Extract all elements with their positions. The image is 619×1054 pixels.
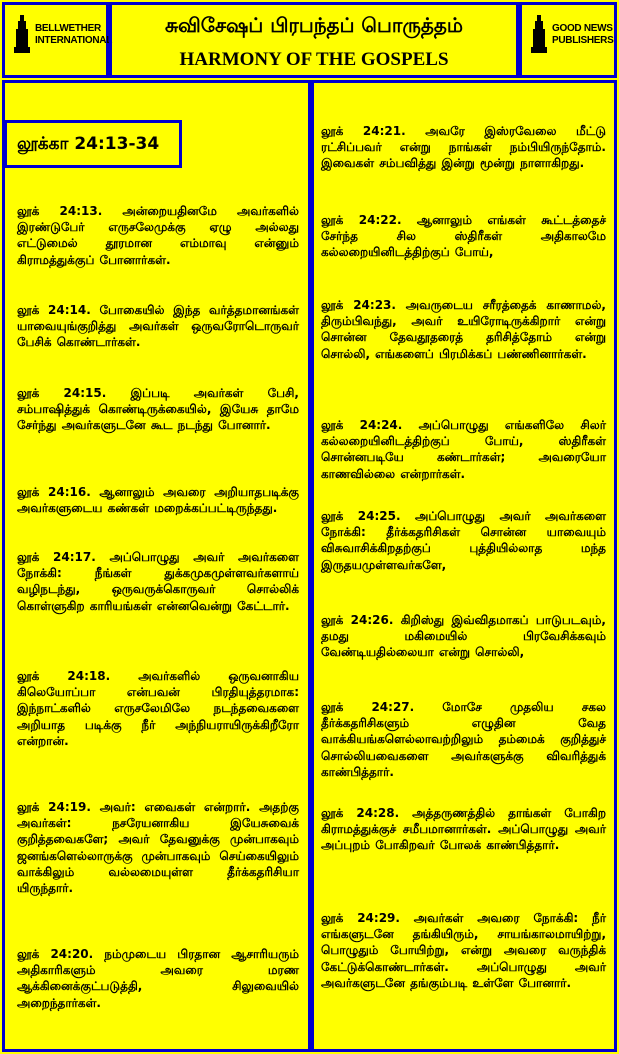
verse-24-27: லூக் 24:27. மோசே முதலிய சகல தீர்க்கதரிசிகளும் எழுதின வேத வாக்கியங்களெல்லாவற்றிலும் தம்மைக் குறித்துச் சொல்லியவைகளை அவர்களுக்கு விவரித்துக் காண்பித்தார். — [321, 700, 606, 779]
verse-24-22: லூக் 24:22. ஆனாலும் எங்கள் கூட்டத்தைச் சேர்ந்த சில ஸ்திரீகள் அதிகாலமே கல்லறையினிடத்திற்குப் போய், — [321, 213, 606, 260]
verse-24-17: லூக் 24:17. அப்பொழுது அவர் அவர்களை நோக்கி: நீங்கள் துக்கமுகமுள்ளவர்களாய் வழிநடந்து, ஒருவருக்கொருவர் சொல்லிக் கொள்ளுகிற காரியங்கள் என்னவென்று கேட்டார். — [17, 550, 299, 613]
verse-24-21: லூக் 24:21. அவரே இஸ்ரவேலை மீட்டு ரட்சிப்பவர் என்று நாங்கள் நம்பியிருந்தோம். இவைகள் சம்பவித்து இன்று மூன்று நாளாகிறது. — [321, 124, 606, 171]
verse-24-26: லூக் 24:26. கிறிஸ்து இவ்விதமாகப் பாடுபடவும், தமது மகிமையில் பிரவேசிக்கவும் வேண்டியதில்லையா என்று சொல்லி, — [321, 613, 606, 660]
scripture-reference: லூக்கா 24:13-34 — [4, 120, 182, 168]
header-right-logo-box — [519, 2, 617, 78]
verse-24-24: லூக் 24:24. அப்பொழுது எங்களிலே சிலர் கல்லறையினிடத்திற்குப் போய், ஸ்திரீகள் சொன்னபடியே கண்டார்கள்; அவரையோ காணவில்லை என்றார்கள். — [321, 418, 606, 481]
right-logo-text: GOOD NEWS PUBLISHERS — [552, 23, 614, 46]
tower-icon — [530, 15, 548, 55]
verse-24-19: லூக் 24:19. அவர்: எவைகள் என்றார். அதற்கு அவர்கள்: நசரேயனாகிய இயேசுவைக் குறித்தவைகளே; அவர் தேவனுக்கு முன்பாகவும் ஜனங்களெல்லாருக்கு முன்பாகவும் செய்கையிலும் வாக்கிலும் வல்லமையுள்ள தீர்க்கதரிசியா யிருந்தார். — [17, 800, 299, 896]
left-logo-text: BELLWETHER INTERNATIONAL — [35, 23, 113, 46]
verse-24-13: லூக் 24:13. அன்றையதினமே அவர்களில் இரண்டுபேர் எருசலேமுக்கு ஏழு அல்லது எட்டுமைல் தூரமான எம்மாவு என்னும் கிராமத்துக்குப் போனார்கள். — [17, 204, 299, 267]
header-title-box — [109, 2, 519, 78]
verse-24-20: லூக் 24:20. நம்முடைய பிரதான ஆசாரியரும் அதிகாரிகளும் அவரை மரண ஆக்கினைக்குட்படுத்தி, சிலுவையில் அறைந்தார்கள். — [17, 947, 299, 1010]
verse-24-16: லூக் 24:16. ஆனாலும் அவரை அறியாதபடிக்கு அவர்களுடைய கண்கள் மறைக்கப்பட்டிருந்தது. — [17, 485, 299, 516]
verse-24-25: லூக் 24:25. அப்பொழுது அவர் அவர்களை நோக்கி: தீர்க்கதரிசிகள் சொன்ன யாவையும் விசுவாசிக்கிறதற்குப் புத்தியில்லாத மந்த இருதயமுள்ளவர்களே, — [321, 509, 606, 572]
verse-24-14: லூக் 24:14. போகையில் இந்த வர்த்தமானங்கள் யாவையுங்குறித்து அவர்கள் ஒருவரோடொருவர் பேசிக் கொண்டார்கள். — [17, 303, 299, 350]
verse-24-23: லூக் 24:23. அவருடைய சரீரத்தைக் காணாமல், திரும்பிவந்து, அவர் உயிரோடிருக்கிறார் என்று சொன்ன தேவதூதரைத் தரிசித்தோம் என்று சொல்லி, எங்களைப் பிரமிக்கப் பண்ணினார்கள். — [321, 298, 606, 361]
verse-24-29: லூக் 24:29. அவர்கள் அவரை நோக்கி: நீர் எங்களுடனே தங்கியிரும், சாயங்காலமாயிற்று, பொழுதும் போயிற்று, என்று அவரை வருந்திக் கேட்டுக்கொண்டார்கள். அப்பொழுது அவர் அவர்களுடனே தங்கும்படி உள்ளே போனார். — [321, 911, 606, 990]
title-english: HARMONY OF THE GOSPELS — [179, 49, 449, 70]
header-left-logo-box — [2, 2, 113, 78]
verse-24-28: லூக் 24:28. அத்தருணத்தில் தாங்கள் போகிற கிராமத்துக்குச் சமீபமானார்கள். அப்பொழுது அவர் அப்புறம் போகிறவர் போலக் காண்பித்தார். — [321, 806, 606, 853]
verse-24-15: லூக் 24:15. இப்படி அவர்கள் பேசி, சம்பாஷித்துக் கொண்டிருக்கையில், இயேசு தாமே சேர்ந்து அவர்களுடனே கூட நடந்து போனார். — [17, 386, 299, 433]
title-tamil: சுவிசேஷப் பிரபந்தப் பொருத்தம் — [164, 13, 464, 37]
bell-tower-icon — [13, 15, 31, 55]
verse-24-18: லூக் 24:18. அவர்களில் ஒருவனாகிய கிலெயோப்பா என்பவன் பிரதியுத்தரமாக: இந்நாட்களில் எருசலேமிலே நடந்தவைகளை அறியாத படிக்கு நீர் அந்நியராயிருக்கிறீரோ என்றான். — [17, 669, 299, 748]
